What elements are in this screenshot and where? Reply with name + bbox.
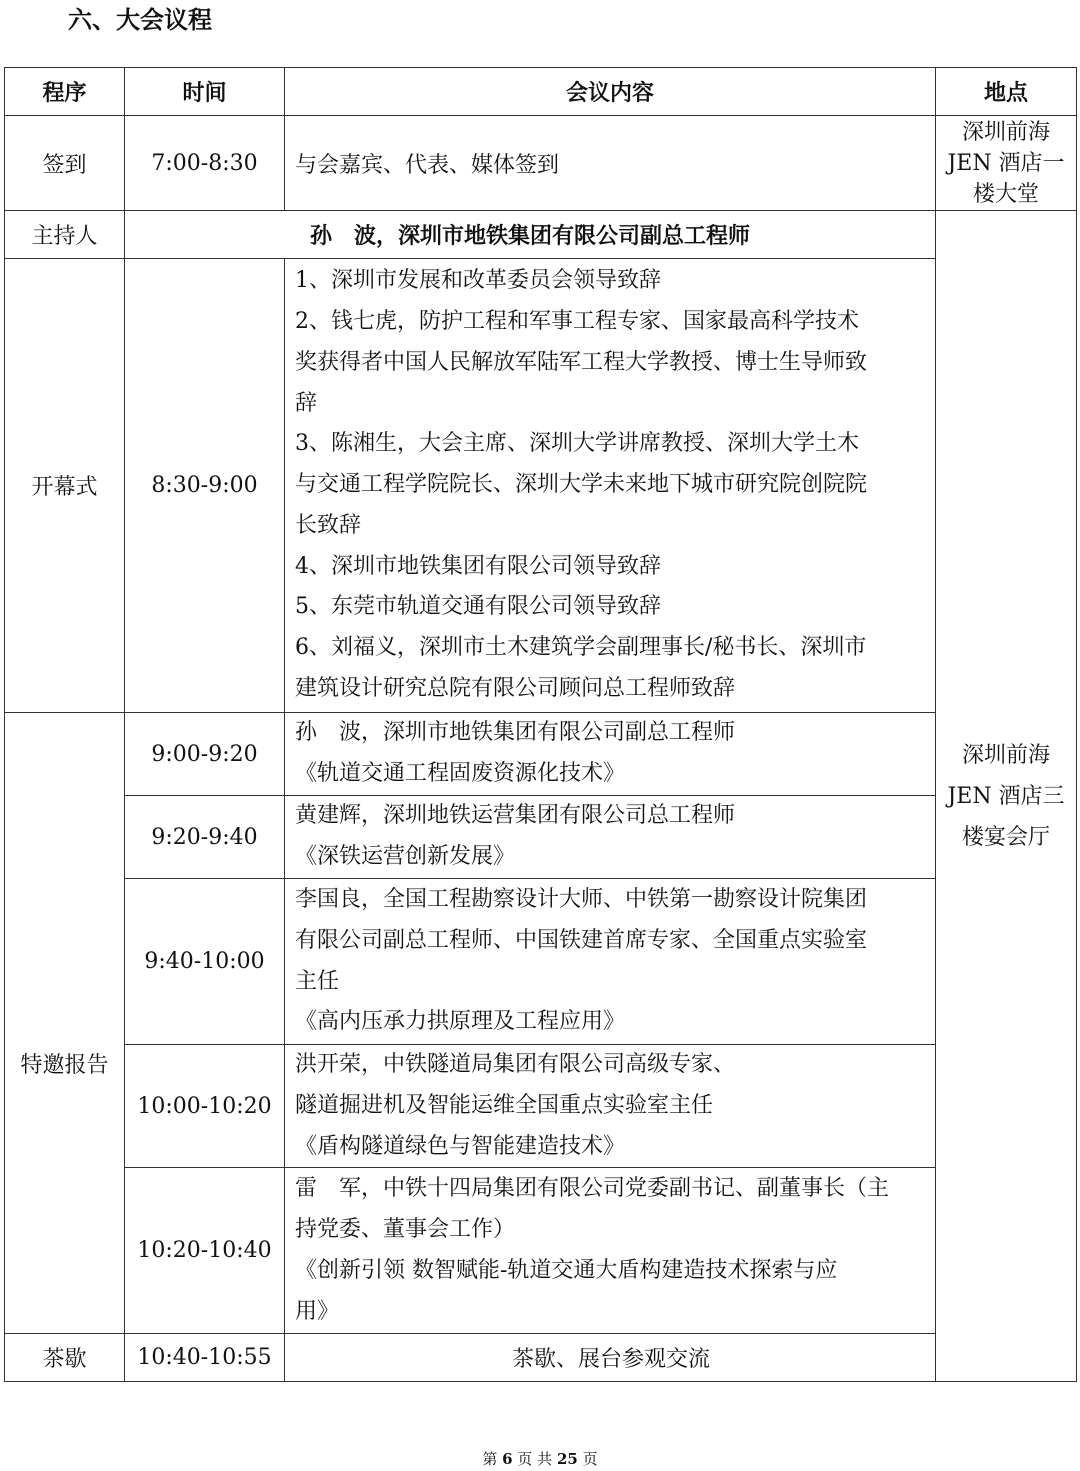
- content-line: 3、陈湘生，大会主席、深圳大学讲席教授、深圳大学土木: [295, 431, 859, 457]
- content-line: 4、深圳市地铁集团有限公司领导致辞: [295, 553, 661, 579]
- content-line: 洪开荣，中铁隧道局集团有限公司高级专家、: [295, 1052, 736, 1077]
- header-location: 地点: [936, 68, 1077, 116]
- break-step: 茶歇: [5, 1334, 125, 1382]
- talk-time: 9:20-9:40: [125, 796, 285, 879]
- section-title: 六、大会议程: [68, 6, 212, 34]
- agenda-table: [4, 67, 1077, 1382]
- content-line: 用》: [295, 1298, 340, 1324]
- location-line: 楼大堂: [972, 181, 1039, 207]
- content-line: 黄建辉，深圳地铁运营集团有限公司总工程师: [295, 803, 736, 829]
- location-line: 楼宴会厅: [961, 824, 1050, 850]
- opening-content: [285, 259, 936, 713]
- footer-mid: 页 共: [517, 1450, 553, 1468]
- talk-content: [285, 713, 936, 796]
- header-row: [5, 68, 1077, 116]
- break-content: 茶歇、展台参观交流: [285, 1334, 936, 1382]
- content-line: 《轨道交通工程固废资源化技术》: [295, 761, 626, 786]
- content-line: 《深铁运营创新发展》: [295, 844, 516, 869]
- talk-row: [5, 1045, 1077, 1168]
- host-step: 主持人: [5, 211, 125, 259]
- footer-total-pages: 25: [556, 1450, 578, 1468]
- content-line: 2、钱七虎，防护工程和军事工程专家、国家最高科学技术: [295, 308, 859, 334]
- content-line: 持党委、董事会工作）: [295, 1217, 516, 1243]
- header-step: 程序: [5, 68, 125, 116]
- talk-row: [5, 879, 1077, 1045]
- content-line: 李国良，全国工程勘察设计大师、中铁第一勘察设计院集团: [295, 886, 868, 912]
- opening-time: 8:30-9:00: [125, 259, 285, 713]
- footer-suffix: 页: [582, 1450, 598, 1468]
- talk-row: [5, 713, 1077, 796]
- content-line: 辞: [295, 390, 318, 416]
- content-line: 建筑设计研究总院有限公司顾问总工程师致辞: [295, 676, 736, 702]
- location-line: JEN 酒店三: [947, 783, 1065, 809]
- content-line: 1、深圳市发展和改革委员会领导致辞: [295, 268, 661, 294]
- content-line: 奖获得者中国人民解放军陆军工程大学教授、博士生导师致: [295, 349, 868, 375]
- content-line: 有限公司副总工程师、中国铁建首席专家、全国重点实验室: [295, 927, 868, 953]
- header-time: 时间: [125, 68, 285, 116]
- content-line: 5、东莞市轨道交通有限公司领导致辞: [295, 594, 661, 620]
- header-content: 会议内容: [285, 68, 936, 116]
- opening-step: 开幕式: [5, 259, 125, 713]
- talk-time: 9:40-10:00: [125, 879, 285, 1045]
- talk-row: [5, 796, 1077, 879]
- content-line: 隧道掘进机及智能运维全国重点实验室主任: [295, 1092, 714, 1118]
- signin-content: 与会嘉宾、代表、媒体签到: [285, 116, 936, 211]
- talk-time: 10:20-10:40: [125, 1168, 285, 1334]
- host-content: 孙 波，深圳市地铁集团有限公司副总工程师: [125, 211, 936, 259]
- host-row: [5, 211, 1077, 259]
- talk-content: [285, 1168, 936, 1334]
- content-line: 雷 军，中铁十四局集团有限公司党委副书记、副董事长（主: [295, 1176, 890, 1202]
- talk-content: [285, 879, 936, 1045]
- content-line: 6、刘福义，深圳市土木建筑学会副理事长/秘书长、深圳市: [295, 635, 867, 661]
- location-line: 深圳前海: [961, 119, 1050, 145]
- signin-step: 签到: [5, 116, 125, 211]
- page-footer: [0, 1448, 1080, 1469]
- invited-step: 特邀报告: [5, 713, 125, 1334]
- content-line: 与交通工程学院院长、深圳大学未来地下城市研究院创院院: [295, 472, 868, 498]
- content-line: 《创新引领 数智赋能-轨道交通大盾构建造技术探索与应: [295, 1257, 838, 1283]
- content-line: 长致辞: [295, 512, 362, 538]
- location-line: 深圳前海: [961, 742, 1050, 768]
- signin-time: 7:00-8:30: [125, 116, 285, 211]
- main-location: [936, 211, 1077, 1382]
- talk-content: [285, 1045, 936, 1168]
- content-line: 《高内压承力拱原理及工程应用》: [295, 1009, 626, 1035]
- footer-prefix: 第: [482, 1450, 498, 1468]
- content-line: 主任: [295, 968, 340, 994]
- opening-row: [5, 259, 1077, 713]
- talk-content: [285, 796, 936, 879]
- content-line: 《盾构隧道绿色与智能建造技术》: [295, 1133, 626, 1159]
- break-row: [5, 1334, 1077, 1382]
- talk-time: 9:00-9:20: [125, 713, 285, 796]
- signin-location: [936, 116, 1077, 211]
- content-line: 孙 波，深圳市地铁集团有限公司副总工程师: [295, 720, 736, 746]
- signin-row: [5, 116, 1077, 211]
- footer-page-number: 6: [502, 1450, 513, 1468]
- break-time: 10:40-10:55: [125, 1334, 285, 1382]
- talk-row: [5, 1168, 1077, 1334]
- location-line: JEN 酒店一: [947, 150, 1065, 176]
- talk-time: 10:00-10:20: [125, 1045, 285, 1168]
